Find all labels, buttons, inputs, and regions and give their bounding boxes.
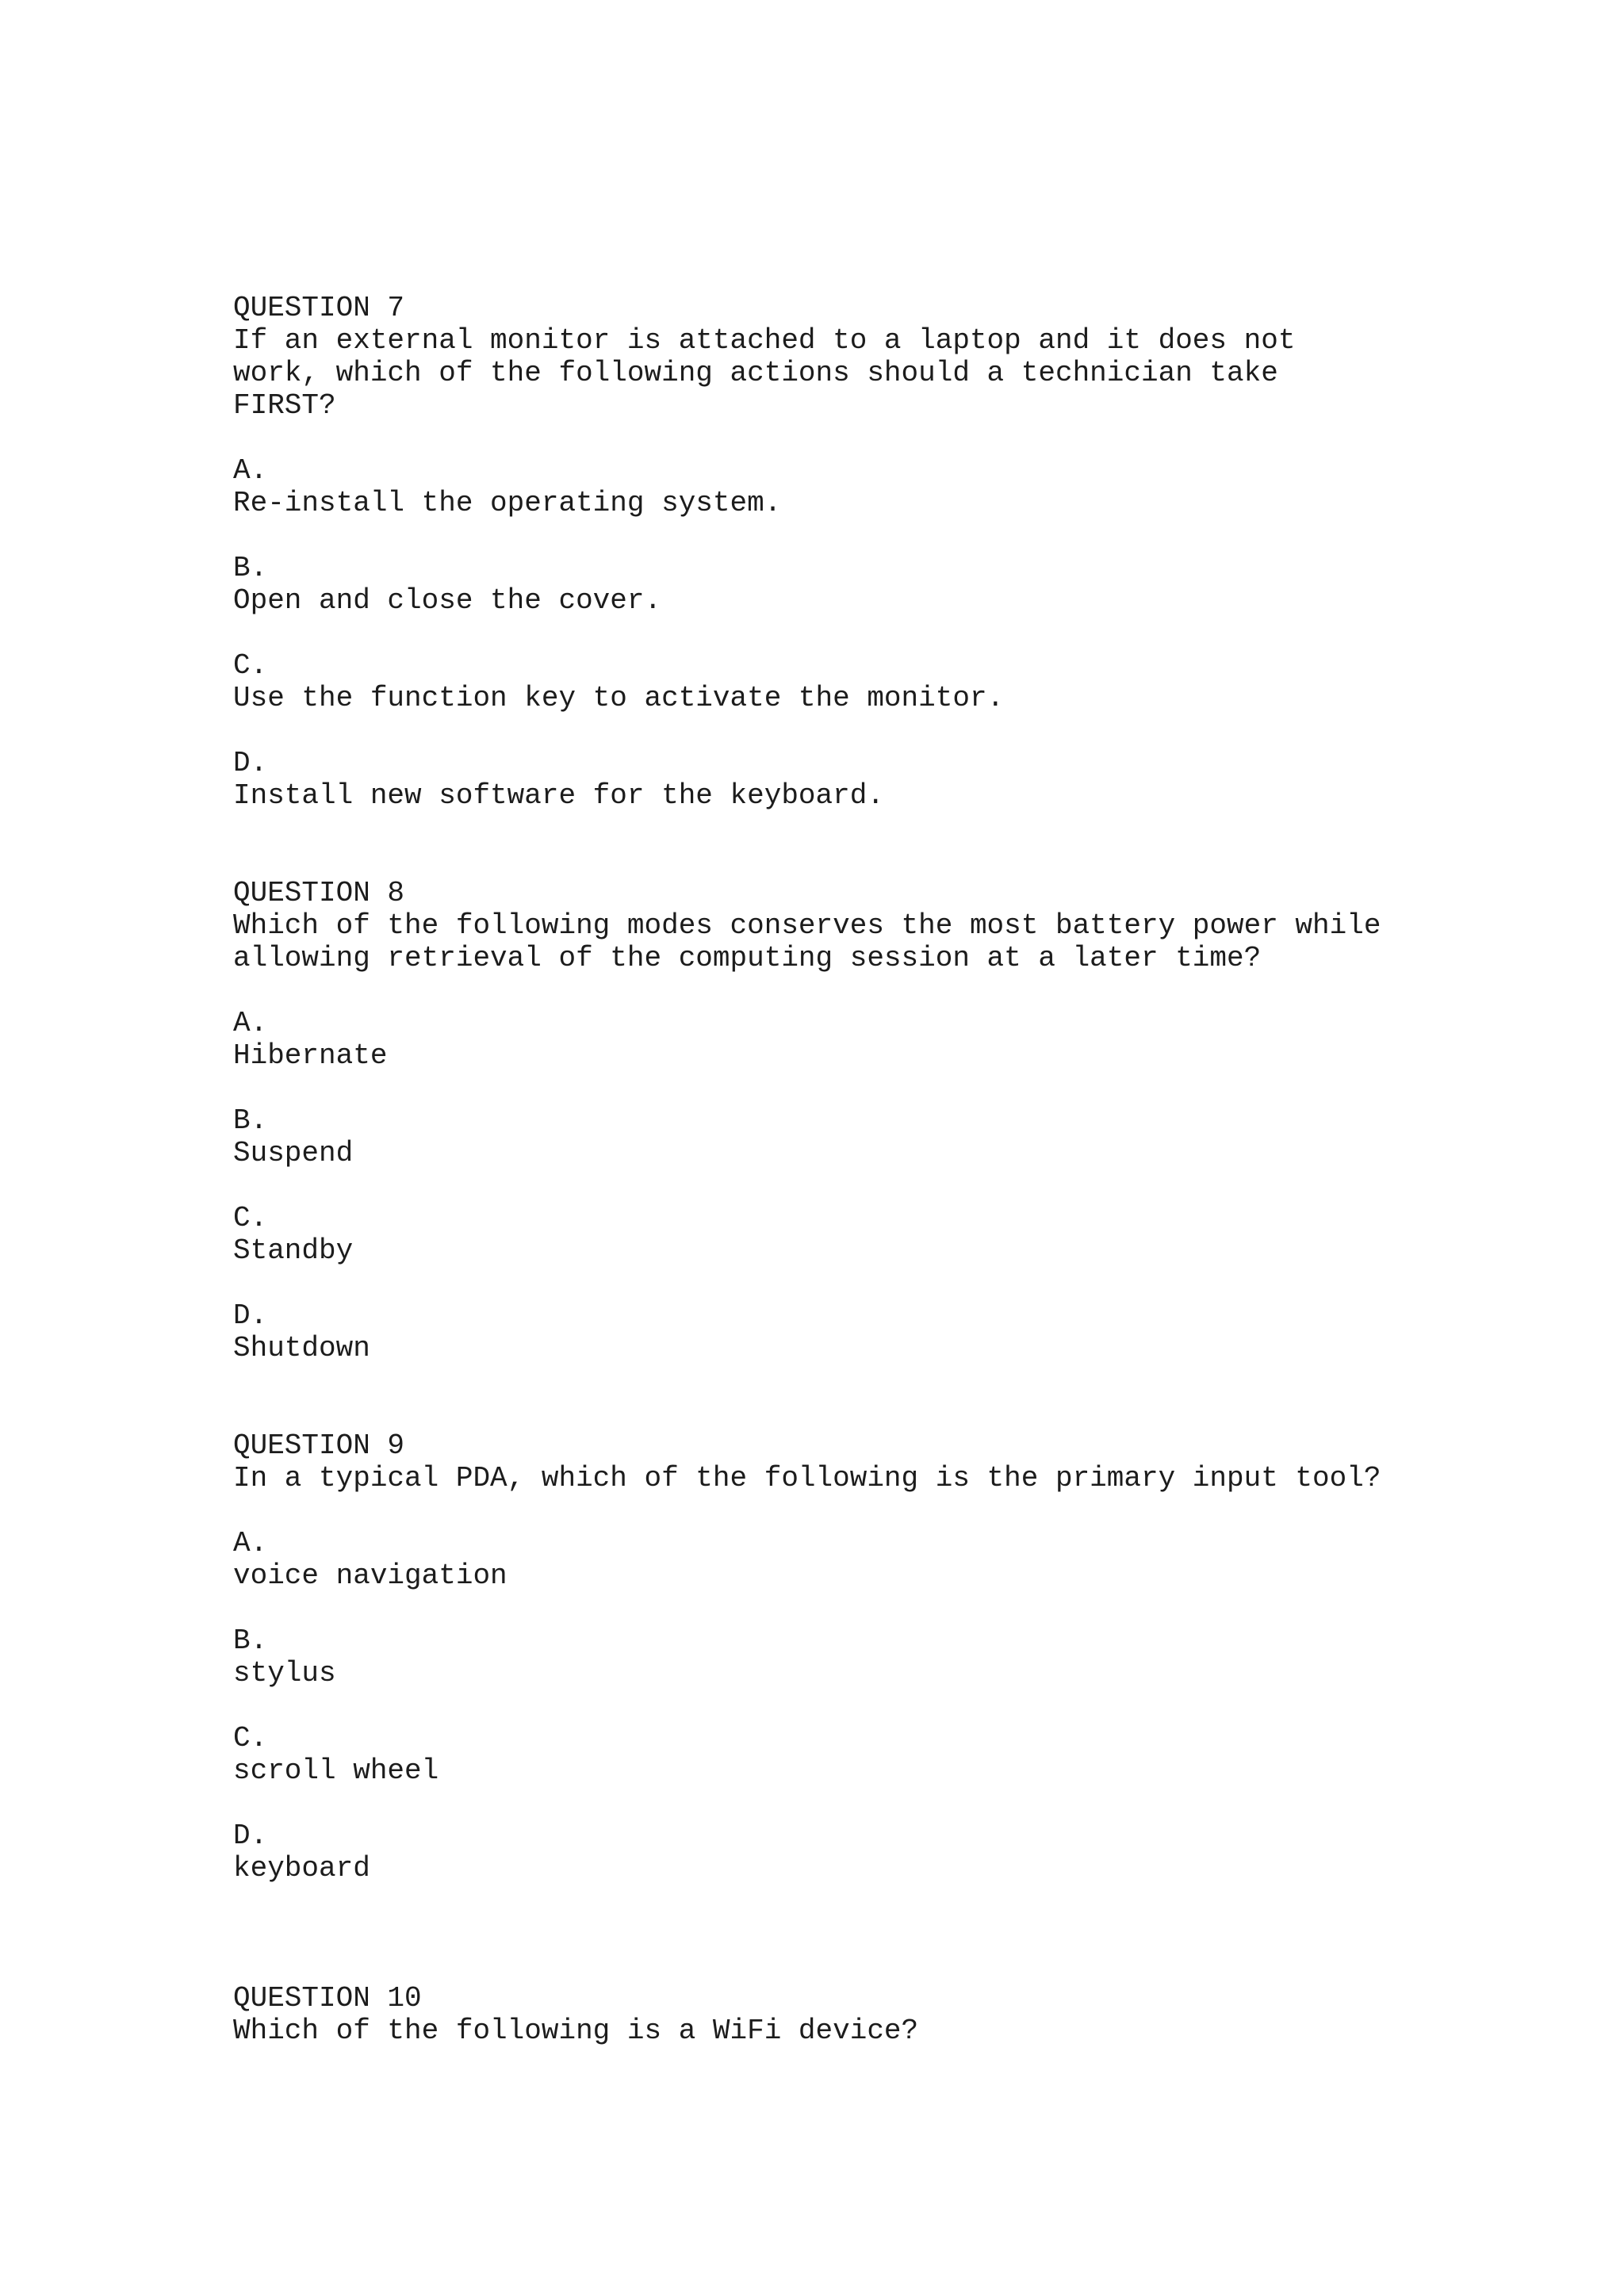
question-8-heading: QUESTION 8 (233, 877, 405, 909)
question-9-option-b-letter: B. (233, 1624, 268, 1657)
question-7-option-b-letter: B. (233, 552, 268, 584)
question-9-option-d-text: keyboard (233, 1852, 370, 1885)
question-8-option-d-letter: D. (233, 1299, 268, 1332)
question-7-text-line-1: If an external monitor is attached to a laptop and it does not (233, 324, 1296, 357)
question-8-option-d-text: Shutdown (233, 1332, 370, 1364)
question-7-option-b-text: Open and close the cover. (233, 584, 662, 617)
question-8-option-a-text: Hibernate (233, 1039, 388, 1072)
question-7-heading: QUESTION 7 (233, 292, 405, 324)
question-7-option-d-letter: D. (233, 747, 268, 779)
question-8-option-c-text: Standby (233, 1234, 354, 1267)
question-9-option-a-text: voice navigation (233, 1559, 508, 1592)
question-8-option-c-letter: C. (233, 1202, 268, 1234)
question-9-option-b-text: stylus (233, 1657, 336, 1689)
question-9-option-d-letter: D. (233, 1820, 268, 1852)
question-7-option-a-letter: A. (233, 454, 268, 487)
question-7-text-line-3: FIRST? (233, 389, 336, 422)
question-9-option-c-letter: C. (233, 1722, 268, 1755)
question-8-option-b-text: Suspend (233, 1137, 354, 1169)
question-10-heading: QUESTION 10 (233, 1982, 422, 2015)
question-9-text-line-1: In a typical PDA, which of the following is the primary input tool? (233, 1462, 1381, 1494)
question-7-option-c-letter: C. (233, 649, 268, 682)
question-9-option-c-text: scroll wheel (233, 1755, 439, 1787)
question-8-text-line-1: Which of the following modes conserves the most battery power while (233, 909, 1381, 942)
question-7-text-line-2: work, which of the following actions should a technician take (233, 357, 1278, 389)
question-8-text-line-2: allowing retrieval of the computing session at a later time? (233, 942, 1262, 974)
question-9-option-a-letter: A. (233, 1527, 268, 1559)
question-7-option-a-text: Re-install the operating system. (233, 487, 782, 519)
question-8-option-b-letter: B. (233, 1104, 268, 1137)
question-8-option-a-letter: A. (233, 1007, 268, 1039)
question-7-option-d-text: Install new software for the keyboard. (233, 779, 884, 812)
question-9-heading: QUESTION 9 (233, 1429, 405, 1462)
question-10-text-line-1: Which of the following is a WiFi device? (233, 2015, 919, 2047)
question-7-option-c-text: Use the function key to activate the monitor. (233, 682, 1005, 714)
